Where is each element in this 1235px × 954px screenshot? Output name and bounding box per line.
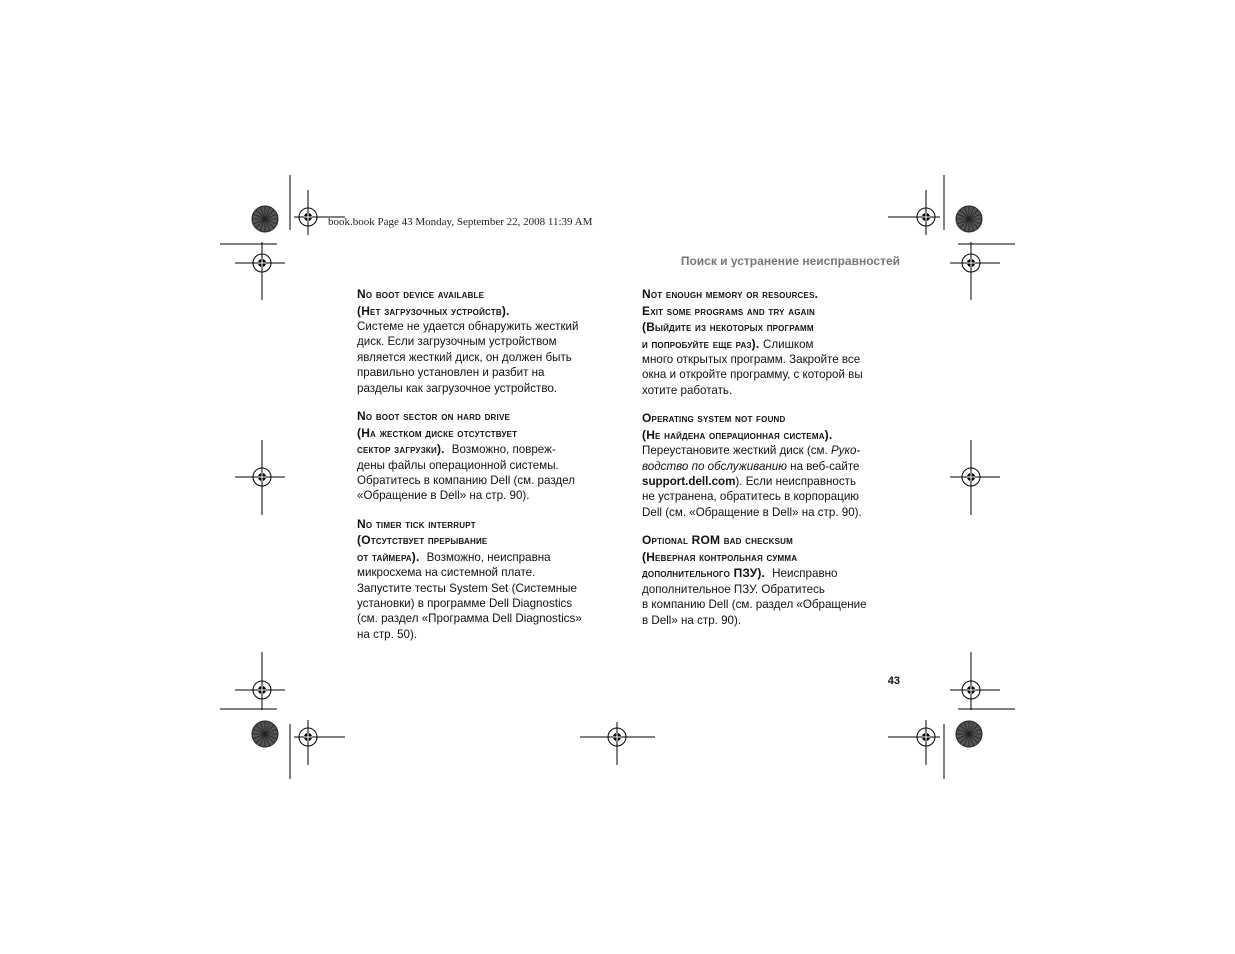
error-desc-start: Возможно, повреж- [451, 443, 556, 457]
error-line: (см. раздел «Программа Dell Diagnostics» [357, 612, 582, 626]
registration-mark-icon [248, 249, 276, 277]
registration-mark-icon [957, 463, 985, 491]
registration-mark-icon [294, 723, 322, 751]
error-line: на стр. 50). [357, 627, 418, 641]
error-title-en: Operating system not found [642, 411, 786, 426]
star-target-icon [252, 206, 278, 232]
error-title-ru [642, 565, 900, 582]
error-line: Системе не удается обнаружить жесткий [357, 320, 579, 333]
error-title-ru [642, 336, 900, 353]
error-line: разделы как загрузочное устройство. [357, 381, 558, 395]
left-column [357, 286, 597, 654]
error-desc-start: Возможно, неисправна [426, 550, 551, 564]
error-line: Запустите тесты System Set (Системные [357, 581, 577, 595]
error-line: дополнительное ПЗУ. Обратитесь [642, 582, 825, 596]
error-title-en: Not enough memory or resources. [642, 287, 819, 301]
registration-mark-icon [957, 249, 985, 277]
error-entry [642, 410, 900, 520]
error-line: хотите работать. [642, 383, 733, 397]
error-line: Dell (см. «Обращение в Dell» на стр. 90). [642, 505, 862, 519]
error-line: правильно установлен и разбит на [357, 366, 545, 380]
error-title-ru: (Выйдите из некоторых программ [642, 320, 814, 334]
error-title-en: No boot sector on hard drive [357, 409, 511, 424]
error-entry [642, 286, 900, 398]
error-entry [642, 532, 900, 628]
error-line: много открытых программ. Закройте все [642, 353, 861, 366]
right-column [642, 286, 900, 640]
error-text: на веб-сайте [786, 459, 860, 473]
error-line: является жесткий диск, он должен быть [357, 350, 572, 364]
error-title-ru: (Неверная контрольная сумма [642, 549, 798, 564]
registration-mark-icon [294, 203, 322, 231]
error-text: Переустановите жесткий диск (см. [642, 444, 831, 458]
error-title-ru-cont: от таймера). [357, 549, 420, 564]
registration-mark-icon [603, 723, 631, 751]
error-line: окна и откройте программу, с которой вы [642, 368, 863, 382]
star-target-icon [956, 206, 982, 232]
running-head: Поиск и устранение неисправностей [680, 254, 900, 268]
star-target-icon [252, 721, 278, 747]
error-line: в компанию Dell (см. раздел «Обращение [642, 598, 867, 612]
error-title-ru [357, 549, 597, 566]
error-line: диск. Если загрузочным устройством [357, 335, 557, 349]
manual-title: Руко- [830, 444, 861, 458]
error-title-ru: (Не найдена операционная система). [642, 427, 833, 442]
error-line: в Dell» на стр. 90). [642, 613, 742, 627]
error-entry [357, 516, 597, 643]
error-entry [357, 286, 597, 396]
registration-mark-icon [248, 463, 276, 491]
error-entry [357, 408, 597, 504]
print-slug: book.book Page 43 Monday, September 22, 2008 11:39 AM [328, 216, 593, 228]
error-desc-start: Слишком [762, 337, 814, 351]
error-title-ru-cont: и попробуйте еще раз). [642, 336, 760, 351]
error-desc-start: Неисправно [772, 567, 838, 581]
error-text: ). Если неисправность [735, 475, 857, 489]
error-title-ru-cont: дополнительного ПЗУ). [642, 566, 766, 581]
manual-title: водство по обслуживанию [642, 459, 787, 473]
error-title-en: Exit some programs and try again [642, 303, 816, 318]
error-line [642, 443, 900, 458]
registration-mark-icon [248, 676, 276, 704]
error-title-ru: (На жестком диске отсутствует [357, 425, 518, 440]
registration-mark-icon [957, 676, 985, 704]
error-line [642, 459, 900, 474]
error-title-ru: (Отсутствует прерывание [357, 533, 488, 548]
error-line: не устранена, обратитесь в корпорацию [642, 490, 859, 504]
error-title-ru: (Нет загрузочных устройств). [357, 303, 510, 318]
error-title-en: No boot device available [357, 287, 485, 301]
error-title-en: No timer tick interrupt [357, 516, 476, 531]
page-number: 43 [887, 675, 900, 687]
error-line [642, 474, 900, 489]
error-line: «Обращение в Dell» на стр. 90). [357, 489, 530, 503]
error-title-en: Optional ROM bad checksum [642, 533, 793, 548]
error-line: Обратитесь в компанию Dell (см. раздел [357, 473, 575, 487]
error-line: установки) в программе Dell Diagnostics [357, 597, 573, 611]
error-title-ru [357, 441, 597, 458]
star-target-icon [956, 721, 982, 747]
registration-mark-icon [912, 203, 940, 231]
support-url: support.dell.com [642, 475, 736, 489]
error-title-ru-cont: сектор загрузки). [357, 442, 445, 457]
registration-mark-icon [912, 723, 940, 751]
error-line: дены файлы операционной системы. [357, 458, 559, 472]
error-line: микросхема на системной плате. [357, 566, 536, 580]
